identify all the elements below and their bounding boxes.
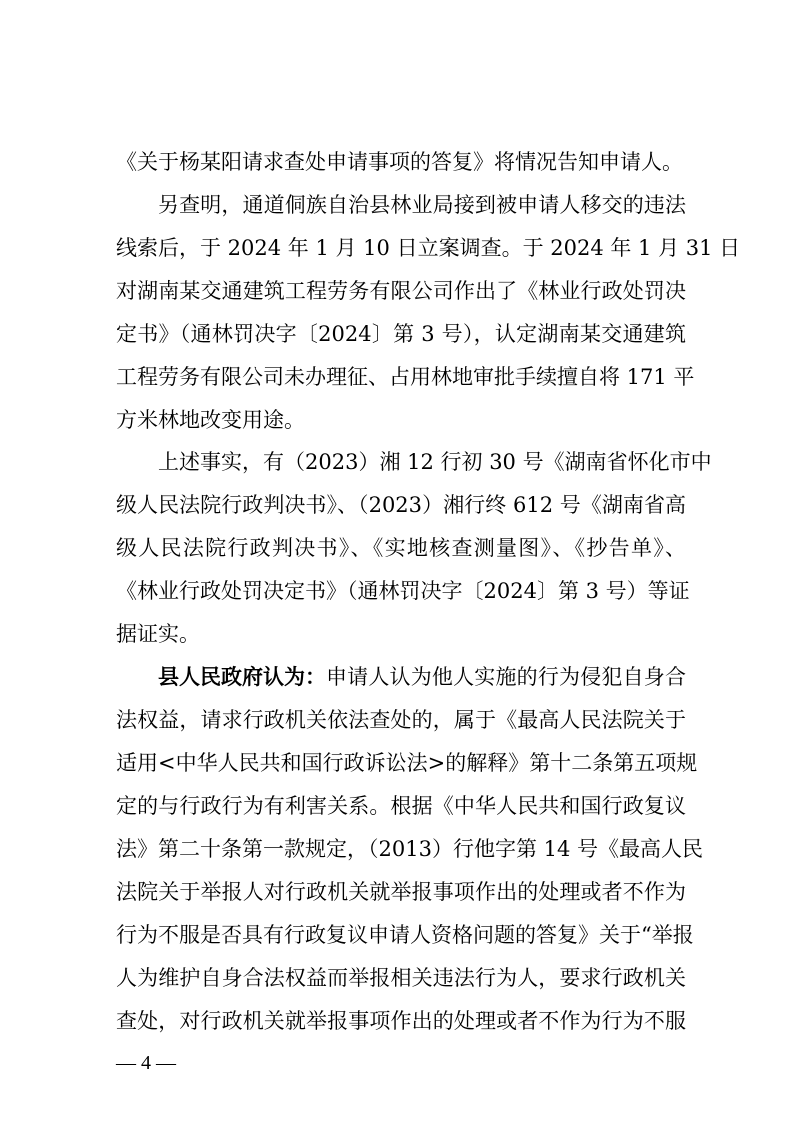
- text-line-4: 对湖南某交通建筑工程劳务有限公司作出了《林业行政处罚决: [116, 279, 686, 303]
- text-line-11: 《林业行政处罚决定书》（通林罚决字〔2024〕第 3 号）等证: [116, 579, 690, 603]
- text-line-7: 方米林地改变用途。: [116, 408, 305, 432]
- text-line-2: 另查明，通道侗族自治县林业局接到被申请人移交的违法: [158, 193, 686, 217]
- text-line-13: [158, 657, 686, 697]
- text-line-12: 据证实。: [116, 622, 200, 646]
- text-line-3: 线索后，于 2024 年 1 月 10 日立案调查。于 2024 年 1 月 31 日: [116, 236, 741, 260]
- text-line-13-rest: 申请人认为他人实施的行为侵犯自身合: [326, 665, 686, 689]
- text-line-6: 工程劳务有限公司未办理征、占用林地审批手续擅自将 171 平: [116, 365, 695, 389]
- text-line-14: 法权益，请求行政机关依法查处的，属于《最高人民法院关于: [116, 708, 686, 732]
- text-line-21: 查处，对行政机关就举报事项作出的处理或者不作为行为不服: [116, 1009, 686, 1033]
- text-line-16: 定的与行政行为有利害关系。根据《中华人民共和国行政复议: [116, 794, 686, 818]
- text-line-8: 上述事实，有（2023）湘 12 行初 30 号《湖南省怀化市中: [158, 450, 712, 474]
- text-line-19: 行为不服是否具有行政复议申请人资格问题的答复》关于“举报: [116, 923, 694, 947]
- text-line-5: 定书》（通林罚决字〔2024〕第 3 号），认定湖南某交通建筑: [116, 322, 686, 346]
- page-number: — 4 —: [116, 1052, 176, 1074]
- text-line-18: 法院关于举报人对行政机关就举报事项作出的处理或者不作为: [116, 880, 686, 904]
- text-line-20: 人为维护自身合法权益而举报相关违法行为人，要求行政机关: [116, 966, 686, 990]
- bold-lead-heading: 县人民政府认为：: [158, 664, 326, 689]
- text-line-10: 级人民法院行政判决书》、《实地核查测量图》、《抄告单》、: [116, 536, 686, 560]
- text-line-17: 法》第二十条第一款规定，（2013）行他字第 14 号《最高人民: [116, 837, 704, 861]
- text-line-15: 适用<中华人民共和国行政诉讼法>的解释》第十二条第五项规: [116, 751, 698, 775]
- text-line-1: 《关于杨某阳请求查处申请事项的答复》将情况告知申请人。: [116, 150, 683, 174]
- text-line-9: 级人民法院行政判决书》、（2023）湘行终 612 号《湖南省高: [116, 493, 686, 517]
